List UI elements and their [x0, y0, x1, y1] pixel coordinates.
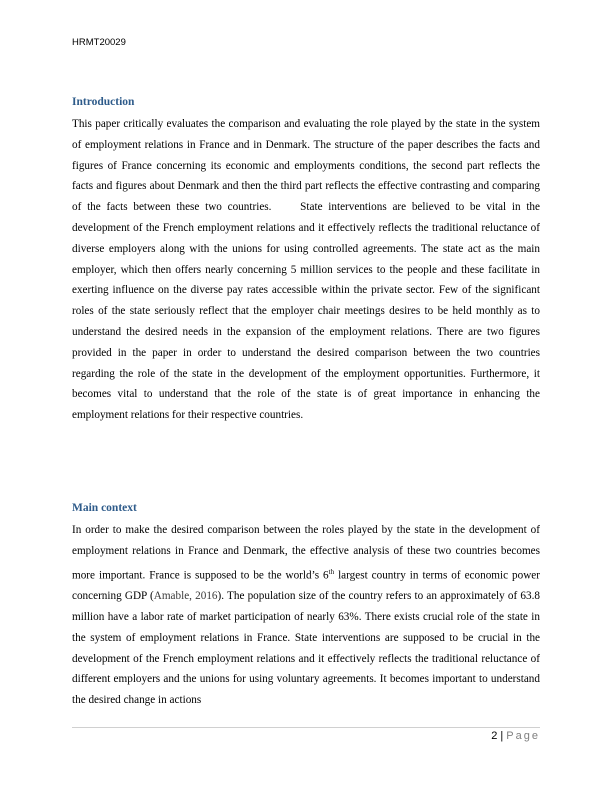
page-number: 2 [491, 730, 498, 742]
ordinal-superscript: th [328, 567, 335, 576]
main-context-paragraph [72, 520, 540, 711]
introduction-paragraph: This paper critically evaluates the comparison and evaluating the role played by the state in the system of employment relations in France and in Denmark. The structure of the paper describes the facts and figures of France concerning its economic and employments conditions, the second part reflects the facts and figures about Denmark and then the third part reflects the effective contrasting and comparing of the facts between these two countries. State interventions are believed to be vital in the development of the French employment relations and it effectively reflects the traditional reluctance of diverse employers along with the unions for using controlled agreements. The state act as the main employer, which then offers nearly concerning 5 million services to the people and these facilitate in exerting influence on the diverse pay rates accessible within the private sector. Few of the significant roles of the state seriously reflect that the employer chair meetings desires to be held monthly as to understand the desired needs in the expansion of the employment relations. There are two figures provided in the paper in order to understand the desired comparison between the two countries regarding the role of the state in the development of the employment opportunities. Furthermore, it becomes vital to understand that the role of the state is of great importance in enhancing the employment relations for their respective countries. [72, 118, 540, 422]
citation: Amable, 2016 [153, 590, 218, 603]
page-label: Page [506, 730, 540, 742]
main-context-text-3: ). The population size of the country refers to an approximately of 63.8 million have a labor rate of market participation of nearly 63%. There exists crucial role of the state in the system of employment relations in France. State interventions are supposed to be crucial in the development of the French employment relations and it effectively reflects the traditional reluctance of different employers and the unions for using voluntary agreements. It becomes important to understand the desired change in actions [72, 590, 540, 707]
introduction-heading: Introduction [72, 96, 135, 108]
main-context-text-1: In order to make the desired comparison between the roles played by the state in the development of employment relations in France and Denmark, the effective analysis of these two countries becomes more important. France is supposed to be the world’s 6 [72, 524, 540, 582]
page-footer [491, 730, 540, 742]
main-context-text-2: largest country in terms of economic power concerning GDP ( [72, 569, 540, 603]
footer-divider [72, 727, 540, 728]
footer-separator: | [500, 730, 504, 742]
document-code: HRMT20029 [72, 37, 126, 48]
main-context-heading: Main context [72, 502, 137, 514]
